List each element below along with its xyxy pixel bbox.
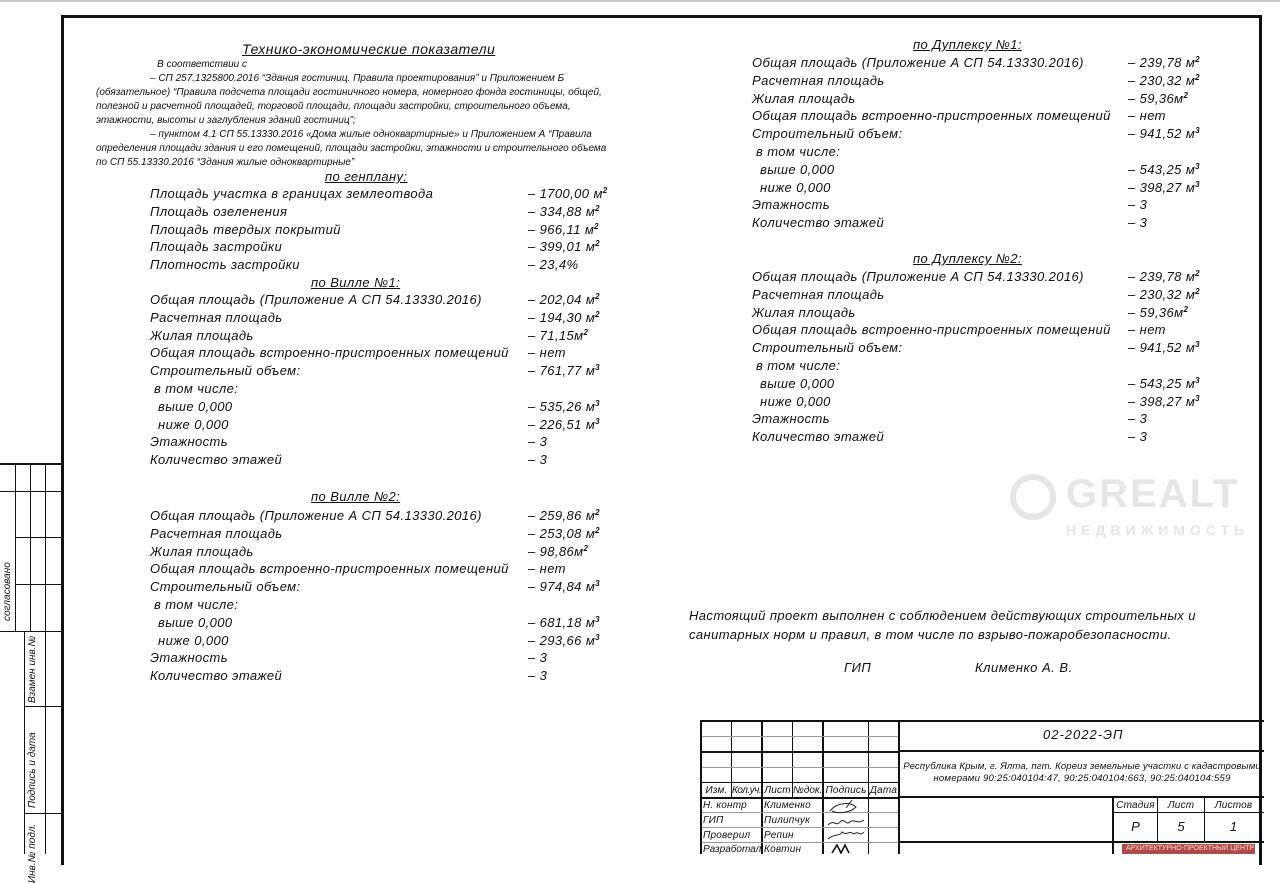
indicator-label: Общая площадь встроенно-пристроенных помещений xyxy=(150,345,509,361)
indicator-value xyxy=(528,561,566,576)
indicator-label: Этажность xyxy=(752,197,831,213)
indicator-value-text: – 3 xyxy=(1128,429,1148,445)
indicator-label: выше 0,000 xyxy=(752,161,835,177)
unit-exponent: 2 xyxy=(595,239,600,249)
indicator-label: ниже 0,000 xyxy=(752,179,831,195)
indicator-value-text: – 239,78 м xyxy=(1128,269,1196,284)
indicator-value-text: – 59,36м xyxy=(1128,90,1184,106)
indicator-value xyxy=(528,650,547,665)
indicator-value-text: – нет xyxy=(1128,322,1166,338)
indicator-value xyxy=(528,257,579,272)
indicator-value xyxy=(528,239,600,254)
stage-value: Р xyxy=(1131,819,1140,834)
indicator-value xyxy=(528,526,600,541)
indicator-label: Расчетная площадь xyxy=(752,286,885,302)
indicator-value xyxy=(528,615,600,630)
unit-exponent: 3 xyxy=(595,632,600,642)
signature-role: ГИП xyxy=(844,660,872,675)
indicator-label: Площадь озеленения xyxy=(150,203,288,219)
indicator-value-text: – 239,78 м xyxy=(1128,55,1196,70)
margin-stamps xyxy=(0,463,61,883)
person-name: Репин xyxy=(764,830,794,841)
indicator-value xyxy=(528,668,547,683)
indicator-label: Плотность застройки xyxy=(150,257,300,273)
intro-line: определения площади здания и его помещений, площади застройки, этажности и строительного объема xyxy=(96,143,607,154)
indicator-value-text: – 761,77 м xyxy=(528,363,596,379)
sheet-value: 5 xyxy=(1177,819,1185,834)
indicator-label: Жилая площадь xyxy=(150,327,254,343)
indicator-label: Этажность xyxy=(150,434,229,450)
section-heading: по Дуплексу №2: xyxy=(913,251,1022,266)
indicator-label: Общая площадь (Приложение А СП 54.13330.2016) xyxy=(150,292,482,307)
margin-agreed-label: согласовано xyxy=(2,562,13,621)
unit-exponent: 2 xyxy=(1195,72,1200,82)
indicator-value-text: – 98,86м xyxy=(528,543,584,559)
indicator-value-text: – 681,18 м xyxy=(528,614,596,630)
indicator-label: Строительный объем: xyxy=(752,126,903,142)
indicator-value xyxy=(528,186,608,201)
indicator-value xyxy=(1128,91,1188,106)
person-name: Пилипчук xyxy=(764,815,811,826)
col-header-qty: Кол.уч. xyxy=(732,785,762,796)
sheet-label: Лист xyxy=(1167,800,1195,811)
unit-exponent: 2 xyxy=(583,327,589,337)
indicator-value-text: – 202,04 м xyxy=(528,292,596,307)
unit-exponent: 2 xyxy=(602,186,608,195)
unit-exponent: 2 xyxy=(595,203,600,213)
intro-line: этажности, высоты и заглубления зданий гостиниц”; xyxy=(96,115,356,126)
indicator-value-text: – 253,08 м xyxy=(528,525,596,541)
indicator-value-text: – 194,30 м xyxy=(528,309,596,325)
unit-exponent: 3 xyxy=(595,398,600,408)
indicator-label: Жилая площадь xyxy=(752,304,856,320)
unit-exponent: 3 xyxy=(595,416,600,426)
indicator-value-text: – нет xyxy=(528,561,566,577)
sheets-value: 1 xyxy=(1229,819,1238,834)
indicator-value xyxy=(1128,73,1200,88)
indicator-value-text: – 334,88 м xyxy=(528,203,596,219)
unit-exponent: 2 xyxy=(1183,304,1189,314)
indicator-label: в том числе: xyxy=(752,144,841,159)
indicator-value-text: – 3 xyxy=(528,650,548,666)
indicator-value-text: – 71,15м xyxy=(528,327,584,343)
indicator-label: Жилая площадь xyxy=(752,90,856,106)
indicator-value xyxy=(1128,305,1188,320)
indicator-label: Этажность xyxy=(150,650,229,666)
indicator-value xyxy=(1128,126,1200,141)
indicator-value xyxy=(1128,55,1200,70)
indicator-value-text: – 543,25 м xyxy=(1128,161,1196,177)
indicator-label: Общая площадь (Приложение А СП 54.13330.2016) xyxy=(150,508,482,523)
indicator-value-text: – 259,86 м xyxy=(528,508,596,523)
margin-replaced-label: Взамен инв.№ xyxy=(27,635,38,703)
col-header-docnum: №док. xyxy=(793,785,823,796)
unit-exponent: 3 xyxy=(1195,161,1200,171)
indicator-value xyxy=(1128,394,1200,409)
indicator-label: Общая площадь встроенно-пристроенных помещений xyxy=(752,108,1111,124)
indicator-label: в том числе: xyxy=(752,358,841,373)
unit-exponent: 2 xyxy=(1195,269,1200,278)
indicator-value xyxy=(528,292,600,307)
indicator-value xyxy=(1128,162,1200,177)
indicator-value-text: – 543,25 м xyxy=(1128,375,1196,391)
indicator-value-text: – 59,36м xyxy=(1128,304,1184,320)
unit-exponent: 2 xyxy=(1183,90,1189,100)
project-address-line: Республика Крым, г. Ялта, пгт. Кореиз земельные участки с кадастровыми xyxy=(903,761,1261,772)
unit-exponent: 3 xyxy=(1195,126,1200,136)
indicator-value xyxy=(528,310,600,325)
unit-exponent: 3 xyxy=(1195,375,1200,385)
indicator-label: Площадь твердых покрытий xyxy=(150,221,341,237)
indicator-value-text: – 398,27 м xyxy=(1128,393,1196,409)
indicator-value xyxy=(528,452,547,467)
person-role: ГИП xyxy=(703,815,724,826)
document-title: Технико-экономические показатели xyxy=(242,41,496,57)
unit-exponent: 3 xyxy=(595,363,600,373)
indicator-label: Жилая площадь xyxy=(150,543,254,559)
margin-inv-orig-label: Инв.№ подл. xyxy=(27,823,38,883)
sheets-label: Листов xyxy=(1214,800,1253,811)
watermark xyxy=(1010,460,1250,570)
indicator-label: Общая площадь (Приложение А СП 54.13330.2016) xyxy=(752,55,1084,70)
indicator-label: ниже 0,000 xyxy=(150,632,229,648)
compliance-note-line: Настоящий проект выполнен с соблюдением действующих строительных и xyxy=(689,608,1196,623)
watermark-tagline: НЕДВИЖИМОСТЬ xyxy=(1066,522,1250,538)
indicator-label: Расчетная площадь xyxy=(150,525,283,541)
indicator-label: Общая площадь встроенно-пристроенных помещений xyxy=(150,561,509,577)
intro-line: – пунктом 4.1 СП 55.13330.2016 «Дома жилые одноквартирные» и Приложением А “Правила xyxy=(150,129,592,140)
section-heading: по генплану: xyxy=(325,169,408,184)
indicator-value-text: – 23,4% xyxy=(528,257,579,273)
project-address-line: номерами 90:25:040104:47, 90:25:040104:663, 90:25:040104:559 xyxy=(933,773,1231,784)
indicator-label: Расчетная площадь xyxy=(752,72,885,88)
indicator-value-text: – 3 xyxy=(528,668,548,684)
indicator-value xyxy=(1128,411,1147,426)
indicator-label: Строительный объем: xyxy=(150,363,301,379)
person-role: Н. контр xyxy=(703,800,747,811)
indicator-label: Площадь участка в границах землеотвода xyxy=(150,186,434,201)
indicator-value-text: – 941,52 м xyxy=(1128,340,1196,356)
indicator-label: Общая площадь встроенно-пристроенных помещений xyxy=(752,322,1111,338)
compliance-note-line: санитарных норм и правил, в том числе по взрыво-пожаробезопасности. xyxy=(689,627,1172,642)
section-heading: по Дуплексу №1: xyxy=(913,37,1022,52)
indicator-value xyxy=(1128,322,1166,337)
indicator-value xyxy=(1128,269,1200,284)
signature-scribbles-icon xyxy=(824,799,868,854)
indicator-value xyxy=(528,508,600,523)
indicator-value-text: – 3 xyxy=(528,434,548,450)
stage-label: Стадия xyxy=(1116,800,1155,811)
unit-exponent: 3 xyxy=(595,614,600,624)
indicator-label: выше 0,000 xyxy=(752,375,835,391)
unit-exponent: 2 xyxy=(594,221,600,231)
indicator-value xyxy=(528,633,600,648)
person-role: Разработал xyxy=(703,844,762,855)
unit-exponent: 2 xyxy=(595,508,600,517)
indicator-value-text: – 226,51 м xyxy=(528,416,596,432)
organization-logo xyxy=(1122,844,1255,854)
col-header-change: Изм. xyxy=(705,785,728,796)
unit-exponent: 3 xyxy=(1195,340,1200,350)
indicator-value xyxy=(528,434,547,449)
organization-logo-text: АРХИТЕКТУРНО-ПРОЕКТНЫЙ ЦЕНТР xyxy=(1126,845,1255,852)
col-header-date: Дата xyxy=(869,785,898,796)
indicator-label: Количество этажей xyxy=(752,215,885,231)
margin-sign-date-label: Подпись и дата xyxy=(27,732,38,808)
indicator-value xyxy=(528,579,600,594)
col-header-sheet: Лист xyxy=(764,785,791,796)
unit-exponent: 2 xyxy=(595,525,600,535)
indicator-label: Количество этажей xyxy=(150,452,283,468)
indicator-value-text: – 3 xyxy=(1128,411,1148,427)
indicator-label: в том числе: xyxy=(150,381,239,396)
indicator-value xyxy=(528,363,600,378)
indicator-value-text: – нет xyxy=(1128,108,1166,124)
indicator-value-text: – 3 xyxy=(1128,215,1148,231)
indicator-value-text: – 941,52 м xyxy=(1128,126,1196,142)
intro-line: по СП 55.13330.2016 “Здания жилые одноквартирные” xyxy=(96,157,355,168)
unit-exponent: 2 xyxy=(1195,55,1200,64)
section-heading: по Вилле №1: xyxy=(311,275,401,290)
unit-exponent: 3 xyxy=(1195,179,1200,189)
indicator-label: Площадь застройки xyxy=(150,239,283,255)
intro-line: (обязательное) “Правила подсчета площади гостиничного номера, номерного фонда гостиницы, общей, xyxy=(96,87,602,98)
indicator-label: Расчетная площадь xyxy=(150,309,283,325)
intro-line: В соответствии с xyxy=(157,59,248,70)
intro-line: – СП 257.1325800.2016 “Здания гостиниц. Правила проектирования” и Приложением Б xyxy=(150,73,565,84)
indicator-label: Строительный объем: xyxy=(150,579,301,595)
indicator-value xyxy=(528,222,599,237)
watermark-brand: GREALT xyxy=(1066,472,1240,516)
person-name: Ковтин xyxy=(764,844,802,855)
indicator-value xyxy=(528,399,600,414)
indicator-value xyxy=(1128,180,1200,195)
indicator-label: Количество этажей xyxy=(150,668,283,684)
indicator-label: ниже 0,000 xyxy=(150,416,229,432)
indicator-value xyxy=(1128,215,1147,230)
indicator-label: Строительный объем: xyxy=(752,340,903,356)
indicator-value-text: – 230,32 м xyxy=(1128,286,1196,302)
indicator-value xyxy=(1128,108,1166,123)
indicator-value xyxy=(528,345,566,360)
indicator-value-text: – 293,66 м xyxy=(528,632,596,648)
indicator-value-text: – 399,01 м xyxy=(528,239,596,255)
intro-line: полезной и расчетной площадей, торговой площади, площади застройки, строительного объема, xyxy=(96,101,571,112)
indicator-value-text: – 974,84 м xyxy=(528,579,596,595)
indicator-value xyxy=(1128,340,1200,355)
indicator-value xyxy=(528,417,600,432)
indicator-value-text: – 398,27 м xyxy=(1128,179,1196,195)
indicator-label: ниже 0,000 xyxy=(752,393,831,409)
indicator-label: Этажность xyxy=(752,411,831,427)
indicator-value xyxy=(528,204,600,219)
unit-exponent: 2 xyxy=(595,292,600,301)
indicator-label: Общая площадь (Приложение А СП 54.13330.2016) xyxy=(752,269,1084,284)
unit-exponent: 2 xyxy=(595,309,600,319)
indicator-value xyxy=(528,544,588,559)
unit-exponent: 2 xyxy=(583,543,589,553)
page-top-edge xyxy=(0,0,1280,2)
indicator-value xyxy=(1128,376,1200,391)
project-address xyxy=(902,761,1262,785)
unit-exponent: 2 xyxy=(1195,286,1200,296)
section-heading: по Вилле №2: xyxy=(311,489,401,504)
indicator-value xyxy=(1128,197,1147,212)
indicator-value-text: – 535,26 м xyxy=(528,398,596,414)
indicator-label: Количество этажей xyxy=(752,429,885,445)
unit-exponent: 3 xyxy=(1195,393,1200,403)
indicator-value-text: – 966,11 м xyxy=(528,221,595,237)
indicator-value-text: – 230,32 м xyxy=(1128,72,1196,88)
indicator-label: выше 0,000 xyxy=(150,398,233,414)
signature-name: Клименко А. В. xyxy=(975,660,1073,675)
person-role: Проверил xyxy=(703,830,751,841)
indicator-label: выше 0,000 xyxy=(150,614,233,630)
indicator-label: в том числе: xyxy=(150,597,239,612)
person-name: Клименко xyxy=(764,800,811,811)
indicator-value-text: – 3 xyxy=(1128,197,1148,213)
indicator-value-text: – 3 xyxy=(528,452,548,468)
unit-exponent: 3 xyxy=(595,579,600,589)
indicator-value xyxy=(528,328,588,343)
indicator-value xyxy=(1128,287,1200,302)
indicator-value-text: – 1700,00 м xyxy=(528,186,603,201)
watermark-logo-icon xyxy=(1010,474,1056,520)
col-header-signature: Подпись xyxy=(825,785,867,796)
document-code: 02-2022-ЭП xyxy=(1043,727,1124,742)
indicator-value xyxy=(1128,429,1147,444)
indicator-value-text: – нет xyxy=(528,345,566,361)
